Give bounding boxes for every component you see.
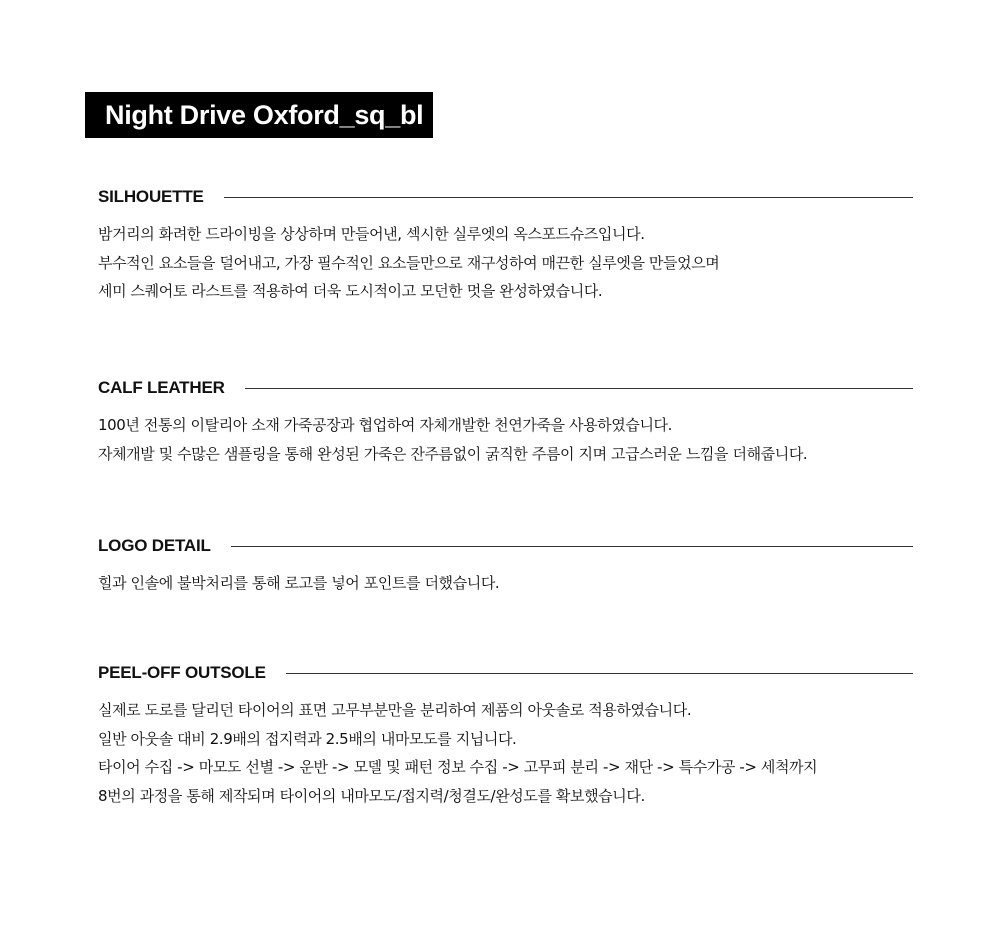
body-line: 밤거리의 화려한 드라이빙을 상상하며 만들어낸, 섹시한 실루엣의 옥스포드슈즈입니다. [98, 225, 645, 243]
product-title-banner [85, 92, 433, 138]
section-body [98, 411, 913, 468]
body-line: 자체개발 및 수많은 샘플링을 통해 완성된 가죽은 잔주름없이 굵직한 주름이 지며 고급스러운 느낌을 더해줍니다. [98, 444, 808, 463]
product-title: Night Drive Oxford_sq_bl [105, 99, 424, 130]
section-header [98, 662, 913, 684]
body-line: 100년 전통의 이탈리아 소재 가죽공장과 협업하여 자체개발한 천연가죽을 사용하였습니다. [98, 416, 672, 434]
body-line: 실제로 도로를 달리던 타이어의 표면 고무부분만을 분리하여 제품의 아웃솔로 적용하였습니다. [98, 701, 692, 719]
section-body [98, 696, 913, 810]
section-peel-off-outsole [98, 662, 913, 810]
body-line: 8번의 과정을 통해 제작되며 타이어의 내마모도/접지력/청결도/완성도를 확보했습니다. [98, 786, 645, 805]
section-heading: SILHOUETTE [98, 187, 204, 206]
body-line: 일반 아웃솔 대비 2.9배의 접지력과 2.5배의 내마모도를 지닙니다. [98, 729, 517, 748]
body-line: 타이어 수집 -> 마모도 선별 -> 운반 -> 모델 및 패턴 정보 수집 -> 고무피 분리 -> 재단 -> 특수가공 -> 세척까지 [98, 758, 818, 776]
section-calf-leather [98, 377, 913, 468]
section-heading: LOGO DETAIL [98, 536, 211, 555]
section-divider [224, 197, 913, 198]
section-divider [245, 388, 913, 389]
section-header [98, 535, 913, 557]
body-line: 부수적인 요소들을 덜어내고, 가장 필수적인 요소들만으로 재구성하여 매끈한 실루엣을 만들었으며 [98, 253, 720, 272]
section-header [98, 377, 913, 399]
section-body [98, 220, 913, 306]
section-silhouette [98, 186, 913, 306]
section-header [98, 186, 913, 208]
section-divider [231, 546, 913, 547]
body-line: 세미 스퀘어토 라스트를 적용하여 더욱 도시적이고 모던한 멋을 완성하였습니다. [98, 282, 603, 300]
section-divider [286, 673, 913, 674]
section-heading: PEEL-OFF OUTSOLE [98, 663, 266, 682]
section-body [98, 569, 913, 598]
section-logo-detail [98, 535, 913, 598]
section-heading: CALF LEATHER [98, 378, 225, 397]
body-line: 힐과 인솔에 불박처리를 통해 로고를 넣어 포인트를 더했습니다. [98, 574, 500, 592]
